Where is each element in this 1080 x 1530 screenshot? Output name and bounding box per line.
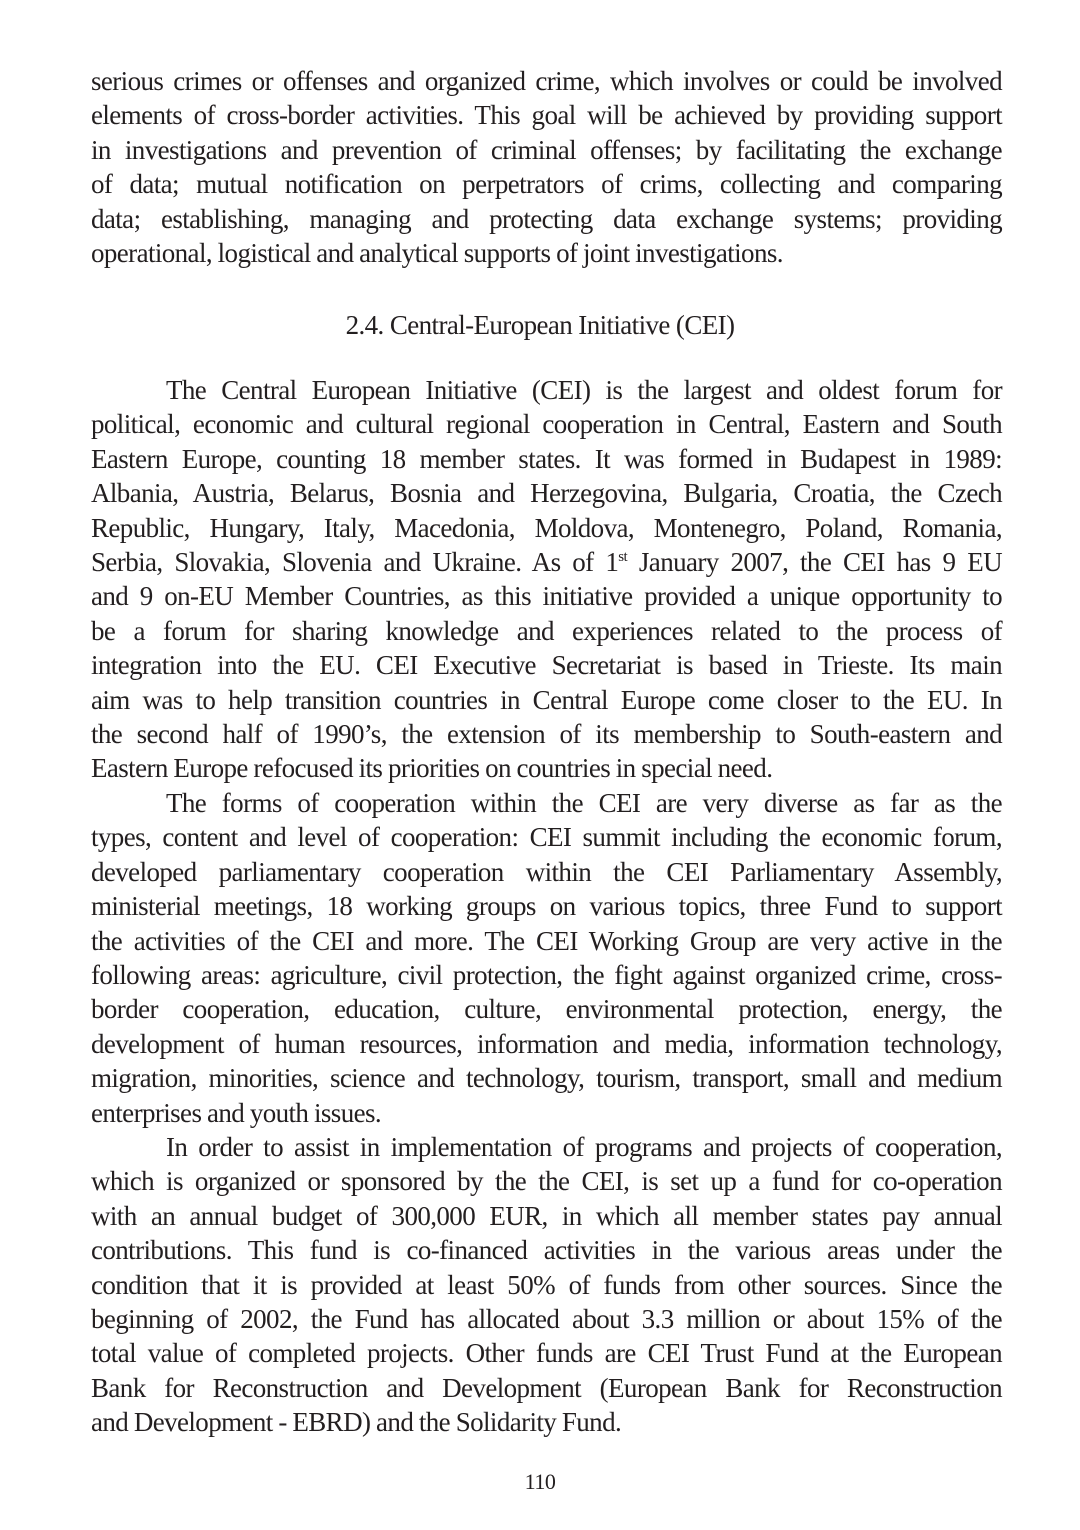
text-line: of data; mutual notification on perpetrators of crims, collecting and comparing	[91, 169, 1002, 200]
text-fragment: January 2007, the CEI has 9 EU	[627, 546, 1002, 577]
text-line: and Development - EBRD) and the Solidarity Fund.	[91, 1407, 622, 1438]
text-line: with an annual budget of 300,000 EUR, in which all member states pay annual	[91, 1200, 1002, 1231]
text-fragment: Serbia, Slovakia, Slovenia and Ukraine. As of 1	[91, 546, 619, 577]
text-line: which is organized or sponsored by the the CEI, is set up a fund for co-operation	[91, 1166, 1002, 1197]
text-line: contributions. This fund is co-financed activities in the various areas under the	[91, 1235, 1002, 1266]
text-line: In order to assist in implementation of programs and projects of cooperation,	[166, 1132, 1002, 1162]
paragraph-cooperation-forms	[91, 786, 1002, 1130]
text-line: border cooperation, education, culture, environmental protection, energy, the	[91, 994, 1002, 1025]
text-line: migration, minorities, science and technology, tourism, transport, small and medium	[91, 1063, 1002, 1094]
text-line: developed parliamentary cooperation within the CEI Parliamentary Assembly,	[91, 856, 1002, 887]
ordinal-superscript: st	[618, 548, 628, 565]
text-line: the activities of the CEI and more. The CEI Working Group are very active in the	[91, 925, 1002, 956]
text-line: The Central European Initiative (CEI) is the largest and oldest forum for	[166, 375, 1002, 405]
text-line: operational, logistical and analytical supports of joint investigations.	[91, 237, 783, 268]
text-line: ministerial meetings, 18 working groups on various topics, three Fund to support	[91, 891, 1002, 922]
text-line: total value of completed projects. Other funds are CEI Trust Fund at the European	[91, 1338, 1002, 1369]
text-line: Eastern Europe refocused its priorities on countries in special need.	[91, 753, 773, 784]
text-line: The forms of cooperation within the CEI are very diverse as far as the	[166, 788, 1002, 818]
text-line: and 9 on-EU Member Countries, as this initiative provided a unique opportunity to	[91, 581, 1002, 612]
text-line: aim was to help transition countries in Central Europe come closer to the EU. In	[91, 684, 1002, 715]
text-line-with-superscript	[91, 545, 1002, 579]
text-line: the second half of 1990’s, the extension of its membership to South-eastern and	[91, 718, 1002, 749]
text-line: Eastern Europe, counting 18 member states. It was formed in Budapest in 1989:	[91, 443, 1002, 474]
continuation-paragraph	[91, 64, 1002, 270]
text-line: elements of cross-border activities. This goal will be achieved by providing support	[91, 100, 1002, 131]
text-line: development of human resources, information and media, information technology,	[91, 1028, 1002, 1059]
text-line: integration into the EU. CEI Executive Secretariat is based in Trieste. Its main	[91, 650, 1002, 681]
paragraph-cooperation-fund	[91, 1130, 1002, 1440]
page-number: 110	[524, 1469, 556, 1494]
text-line: data; establishing, managing and protecting data exchange systems; providing	[91, 203, 1002, 234]
text-line: condition that it is provided at least 50% of funds from other sources. Since the	[91, 1269, 1002, 1300]
text-line: beginning of 2002, the Fund has allocated about 3.3 million or about 15% of the	[91, 1303, 1002, 1334]
text-line: Bank for Reconstruction and Development (European Bank for Reconstruction	[91, 1372, 1002, 1403]
text-line: enterprises and youth issues.	[91, 1097, 382, 1128]
text-line: Albania, Austria, Belarus, Bosnia and Herzegovina, Bulgaria, Croatia, the Czech	[91, 478, 1002, 509]
text-line: following areas: agriculture, civil protection, the fight against organized crime, cross-	[91, 959, 1002, 990]
text-line: Republic, Hungary, Italy, Macedonia, Moldova, Montenegro, Poland, Romania,	[91, 512, 1002, 543]
text-line: types, content and level of cooperation: CEI summit including the economic forum,	[91, 822, 1002, 853]
text-line: be a forum for sharing knowledge and experiences related to the process of	[91, 615, 1002, 646]
text-line: serious crimes or offenses and organized crime, which involves or could be involved	[91, 66, 1002, 96]
section-heading: 2.4. Central-European Initiative (CEI)	[345, 310, 735, 340]
text-line: in investigations and prevention of criminal offenses; by facilitating the exchange	[91, 134, 1002, 165]
text-line: political, economic and cultural regional cooperation in Central, Eastern and South	[91, 409, 1002, 440]
paragraph-cei-intro	[91, 373, 1002, 786]
